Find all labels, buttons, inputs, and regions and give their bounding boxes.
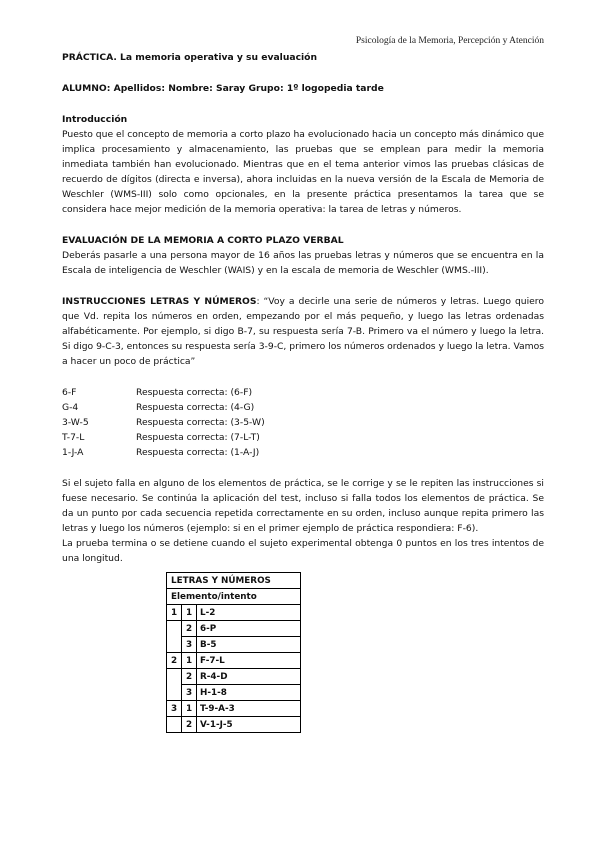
sequence-table-wrap <box>166 572 544 733</box>
trial-number: 2 <box>182 669 197 685</box>
element-number <box>167 621 182 637</box>
instructions-paragraph <box>62 294 544 369</box>
sequence-cell: H-1-8 <box>197 685 301 701</box>
sequence-cell: 6-P <box>197 621 301 637</box>
document-body <box>62 50 544 733</box>
practice-item: 1-J-A <box>62 447 84 458</box>
list-item <box>62 415 544 430</box>
trial-number: 1 <box>182 605 197 621</box>
evaluation-paragraph: Deberás pasarle a una persona mayor de 16 años las pruebas letras y números que se encuentra en la Escala de inteligencia de Weschler (WAIS) y en la escala de memoria de Weschler (WMS.-III). <box>62 250 544 276</box>
table-row <box>167 669 301 685</box>
practice-answer: Respuesta correcta: (3-5-W) <box>136 417 265 428</box>
element-number <box>167 717 182 733</box>
practice-item: T-7-L <box>62 432 85 443</box>
practice-answer: Respuesta correcta: (1-A-J) <box>136 447 260 458</box>
practice-list <box>62 385 544 460</box>
end-paragraph: La prueba termina o se detiene cuando el sujeto experimental obtenga 0 puntos en los tres intentos de una longitud. <box>62 538 544 564</box>
sequence-cell: B-5 <box>197 637 301 653</box>
element-number: 3 <box>167 701 182 717</box>
intro-paragraph: Puesto que el concepto de memoria a corto plazo ha evolucionado hacia un concepto más dinámico que implica procesamiento y almacenamiento, las pruebas que se emplean para medir la memoria inmediata también han evolucionado. Mientras que en el tema anterior vimos las pruebas clásicas de recuerdo de dígitos (directa e inversa), ahora incluidas en la nueva versión de la Escala de Memoria de Weschler (WMS-III) solo como opcionales, en la presente práctica presentamos la tarea que se considera hace mejor medición de la memoria operativa: la tarea de letras y números. <box>62 129 544 215</box>
element-number: 1 <box>167 605 182 621</box>
table-row <box>167 717 301 733</box>
intro-heading: Introducción <box>62 114 128 125</box>
sequence-cell: T-9-A-3 <box>197 701 301 717</box>
table-header-row <box>167 573 301 589</box>
table-subheader: Elemento/intento <box>167 589 301 605</box>
practice-answer: Respuesta correcta: (4-G) <box>136 402 255 413</box>
sequence-cell: R-4-D <box>197 669 301 685</box>
table-row <box>167 621 301 637</box>
table-row <box>167 685 301 701</box>
list-item <box>62 445 544 460</box>
table-row <box>167 637 301 653</box>
table-row <box>167 701 301 717</box>
trial-number: 3 <box>182 685 197 701</box>
element-number: 2 <box>167 653 182 669</box>
evaluation-heading: EVALUACIÓN DE LA MEMORIA A CORTO PLAZO VERBAL <box>62 235 344 246</box>
rules-paragraph: Si el sujeto falla en alguno de los elementos de práctica, se le corrige y se le repiten las instrucciones si fuese necesario. Se continúa la aplicación del test, incluso si falla todos los elementos de práctica. Se da un punto por cada secuencia repetida correctamente en su orden, incluso aunque repita primero las letras y luego los números (ejemplo: si en el primer ejemplo de práctica respondiera: F-6). <box>62 478 544 534</box>
table-header: LETRAS Y NÚMEROS <box>167 573 301 589</box>
sequence-table <box>166 572 301 733</box>
practice-item: 6-F <box>62 387 77 398</box>
table-row <box>167 653 301 669</box>
list-item <box>62 430 544 445</box>
sequence-cell: V-1-J-5 <box>197 717 301 733</box>
practice-answer: Respuesta correcta: (7-L-T) <box>136 432 260 443</box>
element-number <box>167 685 182 701</box>
practice-item: 3-W-5 <box>62 417 89 428</box>
practice-answer: Respuesta correcta: (6-F) <box>136 387 253 398</box>
trial-number: 1 <box>182 653 197 669</box>
trial-number: 2 <box>182 621 197 637</box>
document-title: PRÁCTICA. La memoria operativa y su evaluación <box>62 52 318 63</box>
sequence-cell: L-2 <box>197 605 301 621</box>
trial-number: 2 <box>182 717 197 733</box>
trial-number: 1 <box>182 701 197 717</box>
element-number <box>167 637 182 653</box>
sequence-cell: F-7-L <box>197 653 301 669</box>
table-subheader-row <box>167 589 301 605</box>
list-item <box>62 385 544 400</box>
practice-item: G-4 <box>62 402 79 413</box>
running-header: Psicología de la Memoria, Percepción y Atención <box>355 36 544 46</box>
trial-number: 3 <box>182 637 197 653</box>
student-line: ALUMNO: Apellidos: Nombre: Saray Grupo: 1º logopedia tarde <box>62 83 384 94</box>
table-row <box>167 605 301 621</box>
instructions-label: INSTRUCCIONES LETRAS Y NÚMEROS <box>62 296 257 307</box>
list-item <box>62 400 544 415</box>
element-number <box>167 669 182 685</box>
instructions-text: : “Voy a decirle una serie de números y letras. Luego quiero que Vd. repita los números en orden, empezando por el más pequeño, y luego las letras ordenadas alfabéticamente. Por ejemplo, si digo B-7, su respuesta sería 7-B. Primero va el número y luego la letra. Si digo 9-C-3, entonces su respuesta sería 3-9-C, primero los números ordenados y luego la letra. Vamos a hacer un poco de práctica” <box>62 296 544 367</box>
